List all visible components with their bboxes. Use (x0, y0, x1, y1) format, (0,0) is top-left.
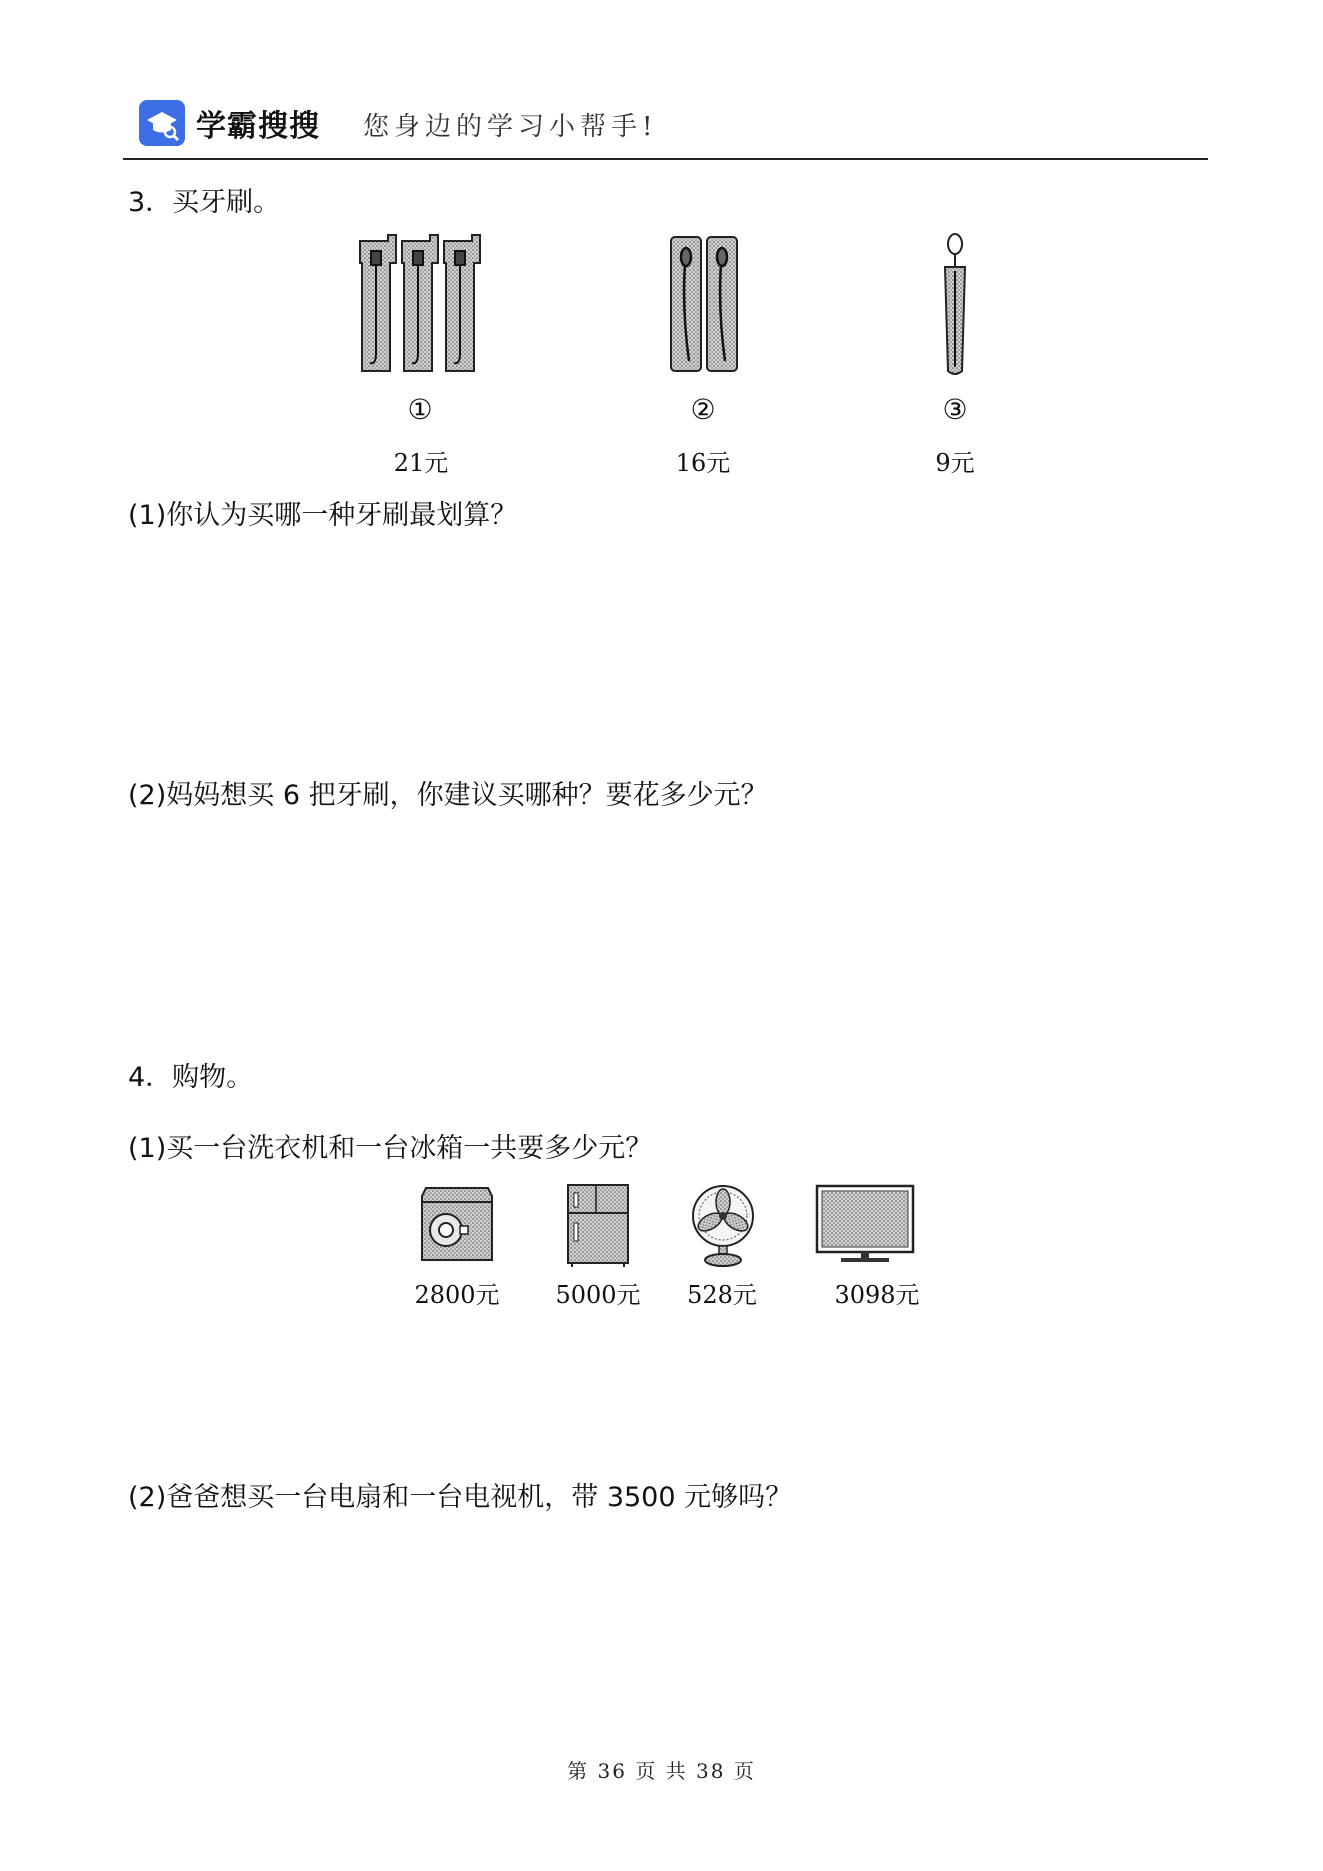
option-3-price: 9元 (935, 449, 975, 477)
television-icon (815, 1184, 915, 1266)
toothbrush-pack-2-image (669, 233, 741, 375)
refrigerator-icon (566, 1183, 630, 1267)
question-3-sub1: (1)你认为买哪一种牙刷最划算？ (128, 500, 518, 531)
brand-slogan: 您身边的学习小帮手! (363, 112, 658, 142)
question-4-title: 4．购物。 (128, 1062, 254, 1093)
toothbrush-pack-3-image (356, 233, 488, 375)
toothbrush-single-image (940, 231, 970, 377)
refrigerator-price: 5000元 (555, 1281, 641, 1309)
question-3-title: 3．买牙刷。 (128, 187, 281, 218)
question-3-sub2: (2)妈妈想买 6 把牙刷，你建议买哪种？要花多少元？ (128, 780, 768, 811)
page-number: 第 36 页 共 38 页 (567, 1759, 756, 1783)
option-1-price: 21元 (393, 449, 449, 477)
option-1-number: ① (407, 393, 433, 426)
graduation-cap-search-icon (139, 100, 185, 146)
washing-machine-icon (420, 1186, 494, 1262)
question-4-sub2: (2)爸爸想买一台电扇和一台电视机，带 3500 元够吗？ (128, 1482, 793, 1513)
header-divider (123, 158, 1208, 160)
television-price: 3098元 (834, 1281, 920, 1309)
option-2-number: ② (690, 393, 716, 426)
question-4-sub1: (1)买一台洗衣机和一台冰箱一共要多少元？ (128, 1133, 653, 1164)
brand-name: 学霸搜搜 (196, 109, 320, 144)
fan-price: 528元 (687, 1281, 757, 1309)
electric-fan-icon (688, 1184, 758, 1268)
option-3-number: ③ (942, 393, 968, 426)
washing-machine-price: 2800元 (414, 1281, 500, 1309)
app-logo (139, 100, 185, 146)
option-2-price: 16元 (675, 449, 731, 477)
